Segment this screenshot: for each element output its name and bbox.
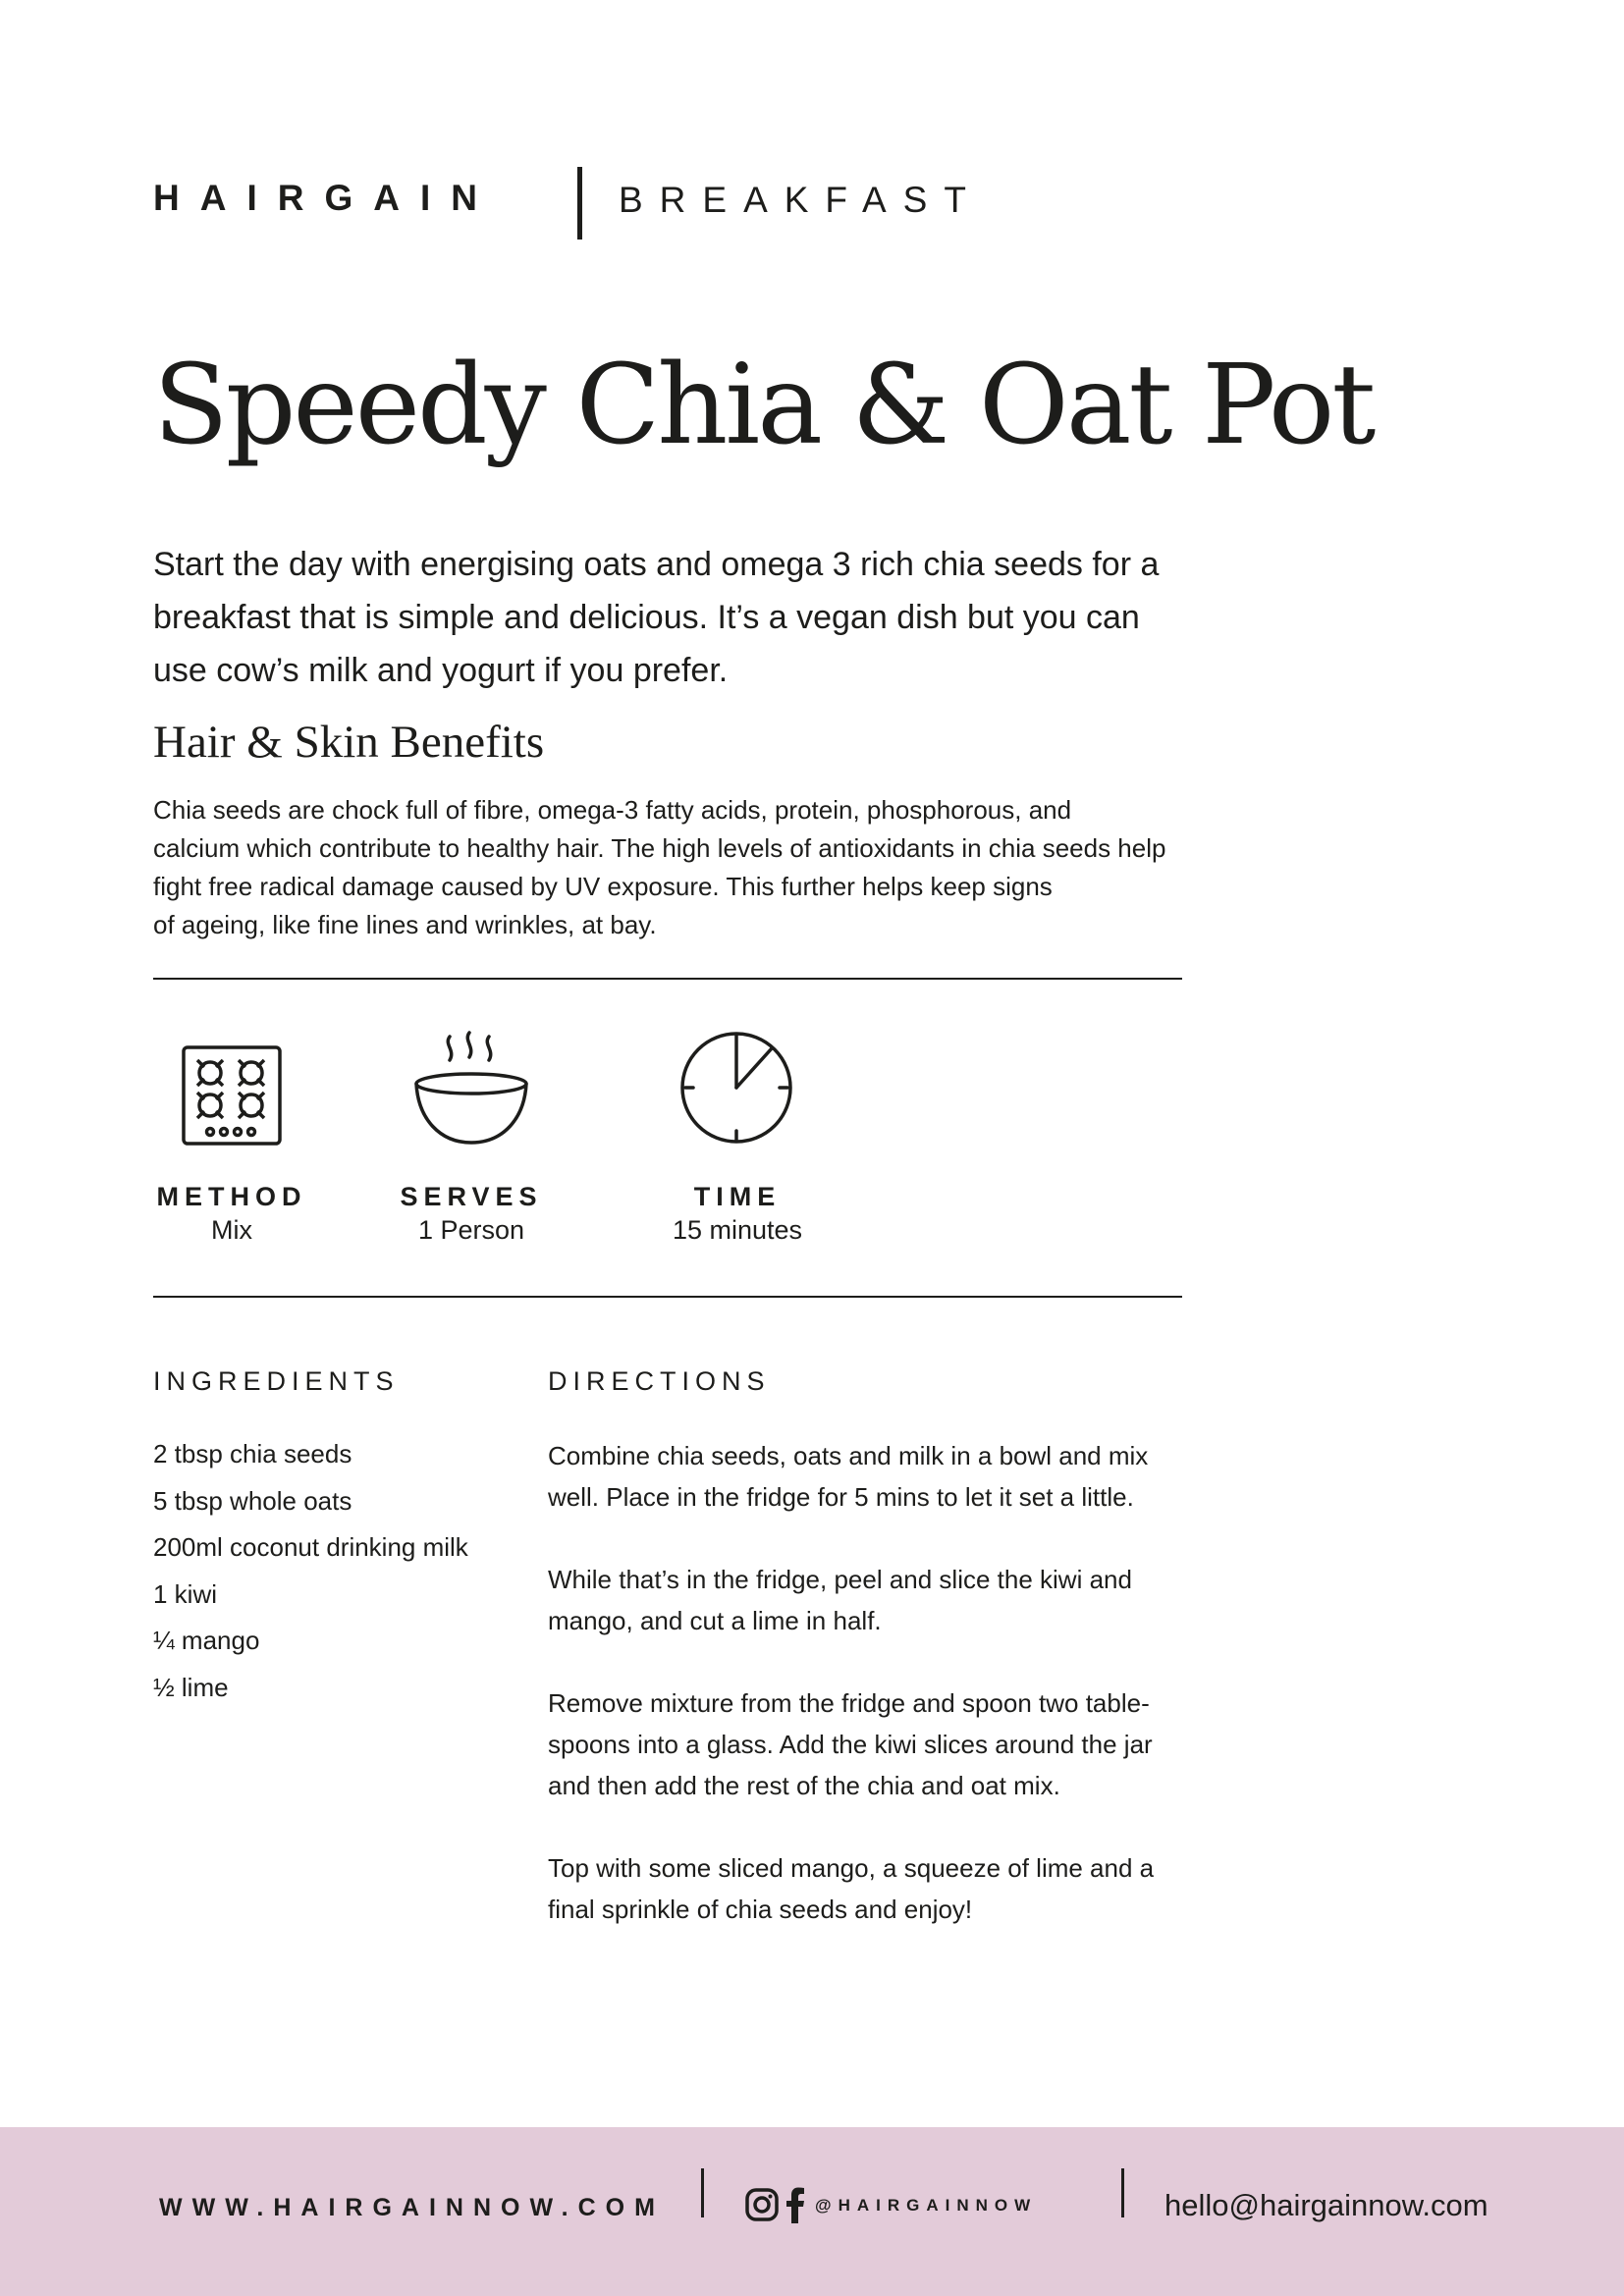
recipe-title: Speedy Chia & Oat Pot — [153, 342, 1374, 469]
facebook-icon[interactable] — [785, 2186, 805, 2223]
footer-divider — [701, 2168, 704, 2217]
ingredient-item: ¼ mango — [153, 1626, 260, 1655]
clock-icon — [677, 1029, 795, 1147]
method-label: METHOD — [156, 1182, 307, 1211]
footer-divider — [1121, 2168, 1124, 2217]
method-value: Mix — [211, 1215, 252, 1245]
ingredient-item: 2 tbsp chia seeds — [153, 1439, 352, 1468]
benefits-text — [153, 791, 1165, 944]
benefits-heading: Hair & Skin Benefits — [153, 717, 545, 768]
time-label: TIME — [693, 1182, 782, 1211]
ingredient-item: 200ml coconut drinking milk — [153, 1532, 468, 1562]
divider-top — [153, 978, 1182, 980]
bowl-icon — [410, 1031, 532, 1148]
benefits-line: calcium which contribute to healthy hair. The high levels of antioxidants in chia seeds help — [153, 833, 1166, 863]
benefits-line: of ageing, like fine lines and wrinkles, at bay. — [153, 910, 657, 939]
direction-step: Remove mixture from the fridge and spoon two table-spoons into a glass. Add the kiwi slices around the jar and then add the rest of the chia and oat mix. — [548, 1688, 1153, 1800]
serves-value: 1 Person — [417, 1215, 525, 1245]
stove-icon — [181, 1044, 283, 1147]
serves-label: SERVES — [400, 1182, 543, 1211]
ingredients-list — [153, 1439, 468, 1719]
ingredient-item: 1 kiwi — [153, 1578, 218, 1609]
website-link[interactable]: WWW.HAIRGAINNOW.COM — [159, 2194, 665, 2221]
section-label: BREAKFAST — [619, 180, 983, 220]
intro-text: Start the day with energising oats and omega 3 rich chia seeds for a breakfast that is simple and delicious. It’s a vegan dish but you can use cow’s milk and yogurt if you prefer. — [153, 546, 1160, 689]
benefits-line: fight free radical damage caused by UV exposure. This further helps keep signs — [153, 872, 1053, 901]
social-links — [744, 2186, 1037, 2223]
direction-step: Top with some sliced mango, a squeeze of lime and a final sprinkle of chia seeds and enjoy! — [548, 1853, 1155, 1924]
brand-logo: HAIRGAIN — [153, 178, 498, 218]
time-value: 15 minutes — [672, 1215, 803, 1245]
social-handle[interactable]: @HAIRGAINNOW — [815, 2195, 1038, 2215]
ingredient-item: ½ lime — [153, 1672, 229, 1702]
direction-step: Combine chia seeds, oats and milk in a bowl and mix well. Place in the fridge for 5 mins to let it set a little. — [548, 1441, 1149, 1512]
header-divider — [577, 167, 582, 240]
email-link[interactable]: hello@hairgainnow.com — [1164, 2188, 1489, 2222]
divider-bottom — [153, 1296, 1182, 1298]
benefits-line: Chia seeds are chock full of fibre, omega-3 fatty acids, protein, phosphorous, and — [153, 795, 1072, 825]
directions-list — [548, 1435, 1196, 1971]
ingredient-item: 5 tbsp whole oats — [153, 1485, 352, 1516]
instagram-icon[interactable] — [744, 2187, 780, 2222]
footer — [0, 2127, 1624, 2296]
direction-step: While that’s in the fridge, peel and slice the kiwi and mango, and cut a lime in half. — [548, 1565, 1132, 1635]
ingredients-heading: INGREDIENTS — [153, 1366, 400, 1396]
directions-heading: DIRECTIONS — [548, 1366, 771, 1396]
